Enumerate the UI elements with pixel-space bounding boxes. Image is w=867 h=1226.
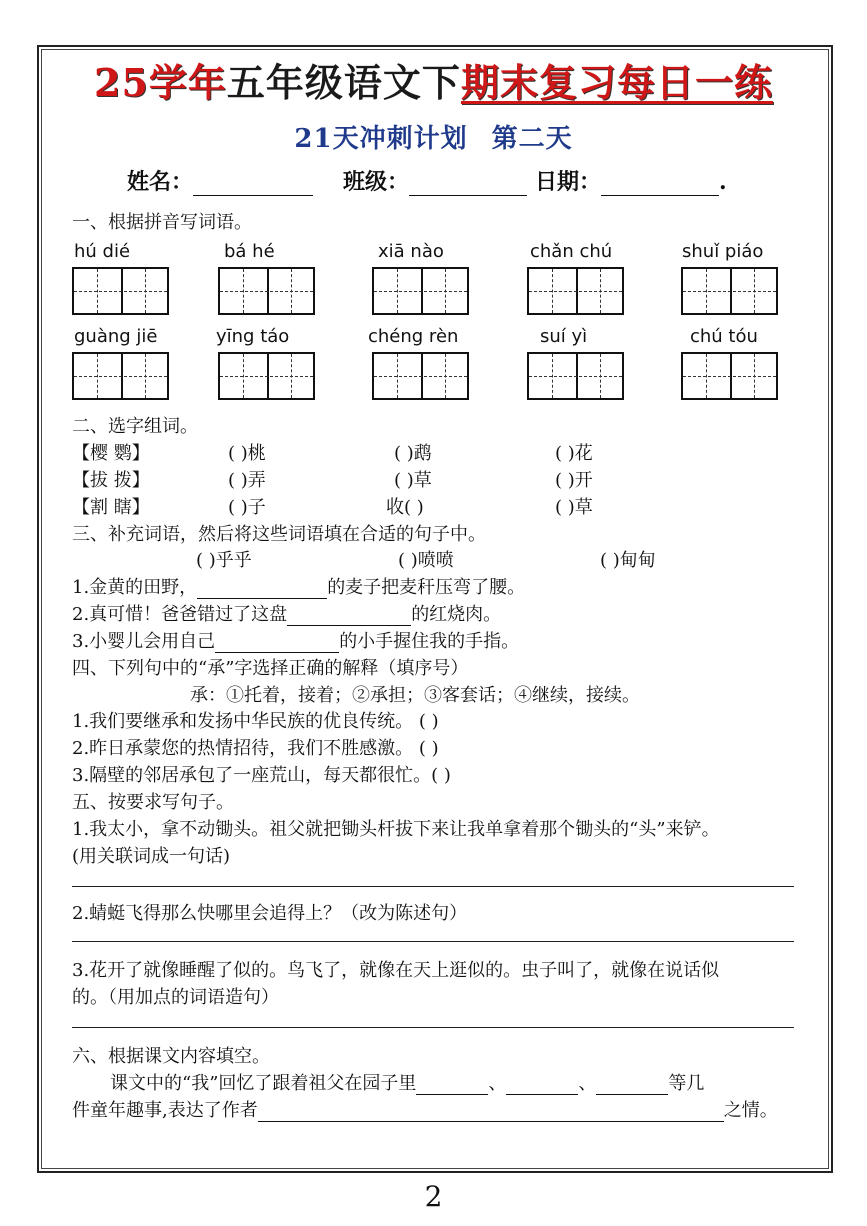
pinyin-7: yīng táo	[216, 326, 290, 347]
sentence-text: 2.真可惜！爸爸错过了这盘	[72, 604, 288, 625]
name-label: 姓名：	[127, 169, 194, 195]
char-box[interactable]	[372, 267, 469, 315]
section6-heading: 六、根据课文内容填空。	[72, 1046, 270, 1067]
answer-line[interactable]	[72, 886, 794, 887]
rewrite-question-3: 3.花开了就像睡醒了似的。鸟飞了，就像在天上逛似的。虫子叫了，就像在说话似	[72, 960, 720, 981]
page-number: 2	[424, 1180, 443, 1213]
definition-options: 承：①托着，接着；②承担；③客套话；④继续，接续。	[190, 685, 640, 706]
answer-line[interactable]	[72, 941, 794, 942]
question-3: 3.隔壁的邻居承包了一座荒山，每天都很忙。( )	[72, 765, 451, 786]
section3-heading: 三、补充词语，然后将这些词语填在合适的句子中。	[72, 524, 486, 545]
sentence-text: 3.小婴儿会用自己	[72, 631, 216, 652]
fill-blank: ( )弄	[228, 470, 266, 491]
fill-blank: ( )桃	[228, 443, 266, 464]
student-info	[127, 165, 727, 196]
section5-heading: 五、按要求写句子。	[72, 792, 234, 813]
date-blank[interactable]	[601, 173, 719, 196]
fill-blank: 收( )	[386, 497, 424, 518]
word-blank: ( )乎乎	[196, 550, 252, 571]
section1-heading: 一、根据拼音写词语。	[72, 212, 252, 233]
sentence-3	[72, 627, 519, 653]
sentence-text: 的麦子把麦秆压弯了腰。	[327, 577, 526, 598]
char-box[interactable]	[372, 352, 469, 400]
pinyin-4: chǎn chú	[530, 241, 613, 262]
answer-blank[interactable]	[287, 607, 411, 626]
char-box[interactable]	[218, 267, 315, 315]
title-year: 25学年	[94, 60, 227, 105]
subtitle-day: 第二天	[491, 124, 573, 154]
char-box[interactable]	[527, 352, 624, 400]
pinyin-9: suí yì	[540, 326, 588, 347]
fill-text: 等几	[668, 1073, 705, 1094]
sentence-1	[72, 573, 525, 599]
answer-line[interactable]	[72, 1027, 794, 1028]
subtitle	[0, 118, 867, 155]
fill-blank: ( )花	[555, 443, 593, 464]
sentence-2	[72, 600, 501, 626]
pinyin-2: bá hé	[224, 241, 275, 262]
title-theme: 期末复习每日一练	[460, 60, 773, 105]
fill-separator: 、	[488, 1073, 507, 1094]
char-box[interactable]	[72, 267, 169, 315]
answer-blank[interactable]	[215, 634, 339, 653]
sentence-text: 的红烧肉。	[411, 604, 502, 625]
word-blank: ( )喷喷	[398, 550, 454, 571]
pinyin-3: xiā nào	[378, 241, 444, 262]
answer-blank[interactable]	[506, 1076, 578, 1095]
answer-blank[interactable]	[197, 580, 327, 599]
word-blank: ( )甸甸	[600, 550, 656, 571]
rewrite-question-2: 2.蜻蜓飞得那么快哪里会追得上？（改为陈述句）	[72, 903, 468, 924]
question-1: 1.我们要继承和发扬中华民族的优良传统。 ( )	[72, 711, 439, 732]
answer-blank[interactable]	[258, 1103, 724, 1122]
char-box[interactable]	[681, 352, 778, 400]
name-blank[interactable]	[193, 173, 313, 196]
fill-blank: ( )开	[555, 470, 593, 491]
page-title	[0, 52, 867, 107]
info-end: .	[719, 169, 727, 195]
rewrite-question-3b: 的。（用加点的词语造句）	[72, 987, 279, 1008]
pair-label: 【拔 拨】	[72, 470, 150, 491]
char-box[interactable]	[218, 352, 315, 400]
fill-separator: 、	[578, 1073, 597, 1094]
fill-text: 之情。	[723, 1100, 778, 1121]
fill-text: 课文中的“我”回忆了跟着祖父在园子里	[110, 1073, 417, 1094]
fill-blank: ( )草	[394, 470, 432, 491]
class-blank[interactable]	[409, 173, 527, 196]
pinyin-8: chéng rèn	[368, 326, 459, 347]
fill-blank: ( )草	[555, 497, 593, 518]
date-label: 日期：	[535, 169, 602, 195]
fill-blank: ( )子	[228, 497, 266, 518]
fill-line-2	[72, 1096, 778, 1122]
title-grade: 五年级语文下	[226, 60, 461, 105]
pair-label: 【割 瞎】	[72, 497, 150, 518]
section4-heading: 四、下列句中的“承”字选择正确的解释（填序号）	[72, 658, 469, 679]
answer-blank[interactable]	[416, 1076, 488, 1095]
fill-text: 件童年趣事,表达了作者	[72, 1100, 258, 1121]
section2-heading: 二、选字组词。	[72, 416, 198, 437]
sentence-text: 的小手握住我的手指。	[339, 631, 520, 652]
answer-blank[interactable]	[596, 1076, 668, 1095]
pinyin-1: hú dié	[74, 241, 131, 262]
char-box[interactable]	[72, 352, 169, 400]
char-box[interactable]	[681, 267, 778, 315]
subtitle-plan: 21天冲刺计划	[294, 124, 468, 154]
rewrite-note-1: (用关联词成一句话)	[72, 846, 231, 867]
question-2: 2.昨日承蒙您的热情招待，我们不胜感激。 ( )	[72, 738, 439, 759]
char-box[interactable]	[527, 267, 624, 315]
pair-label: 【樱 鹦】	[72, 443, 150, 464]
fill-blank: ( )鹉	[394, 443, 432, 464]
pinyin-6: guàng jiē	[74, 326, 158, 347]
pinyin-10: chú tóu	[690, 326, 758, 347]
pinyin-5: shuǐ piáo	[682, 241, 764, 262]
fill-line-1	[110, 1069, 704, 1095]
class-label: 班级：	[343, 169, 410, 195]
sentence-text: 1.金黄的田野，	[72, 577, 198, 598]
rewrite-question-1: 1.我太小，拿不动锄头。祖父就把锄头杆拔下来让我单拿着那个锄头的“头”来铲。	[72, 819, 720, 840]
